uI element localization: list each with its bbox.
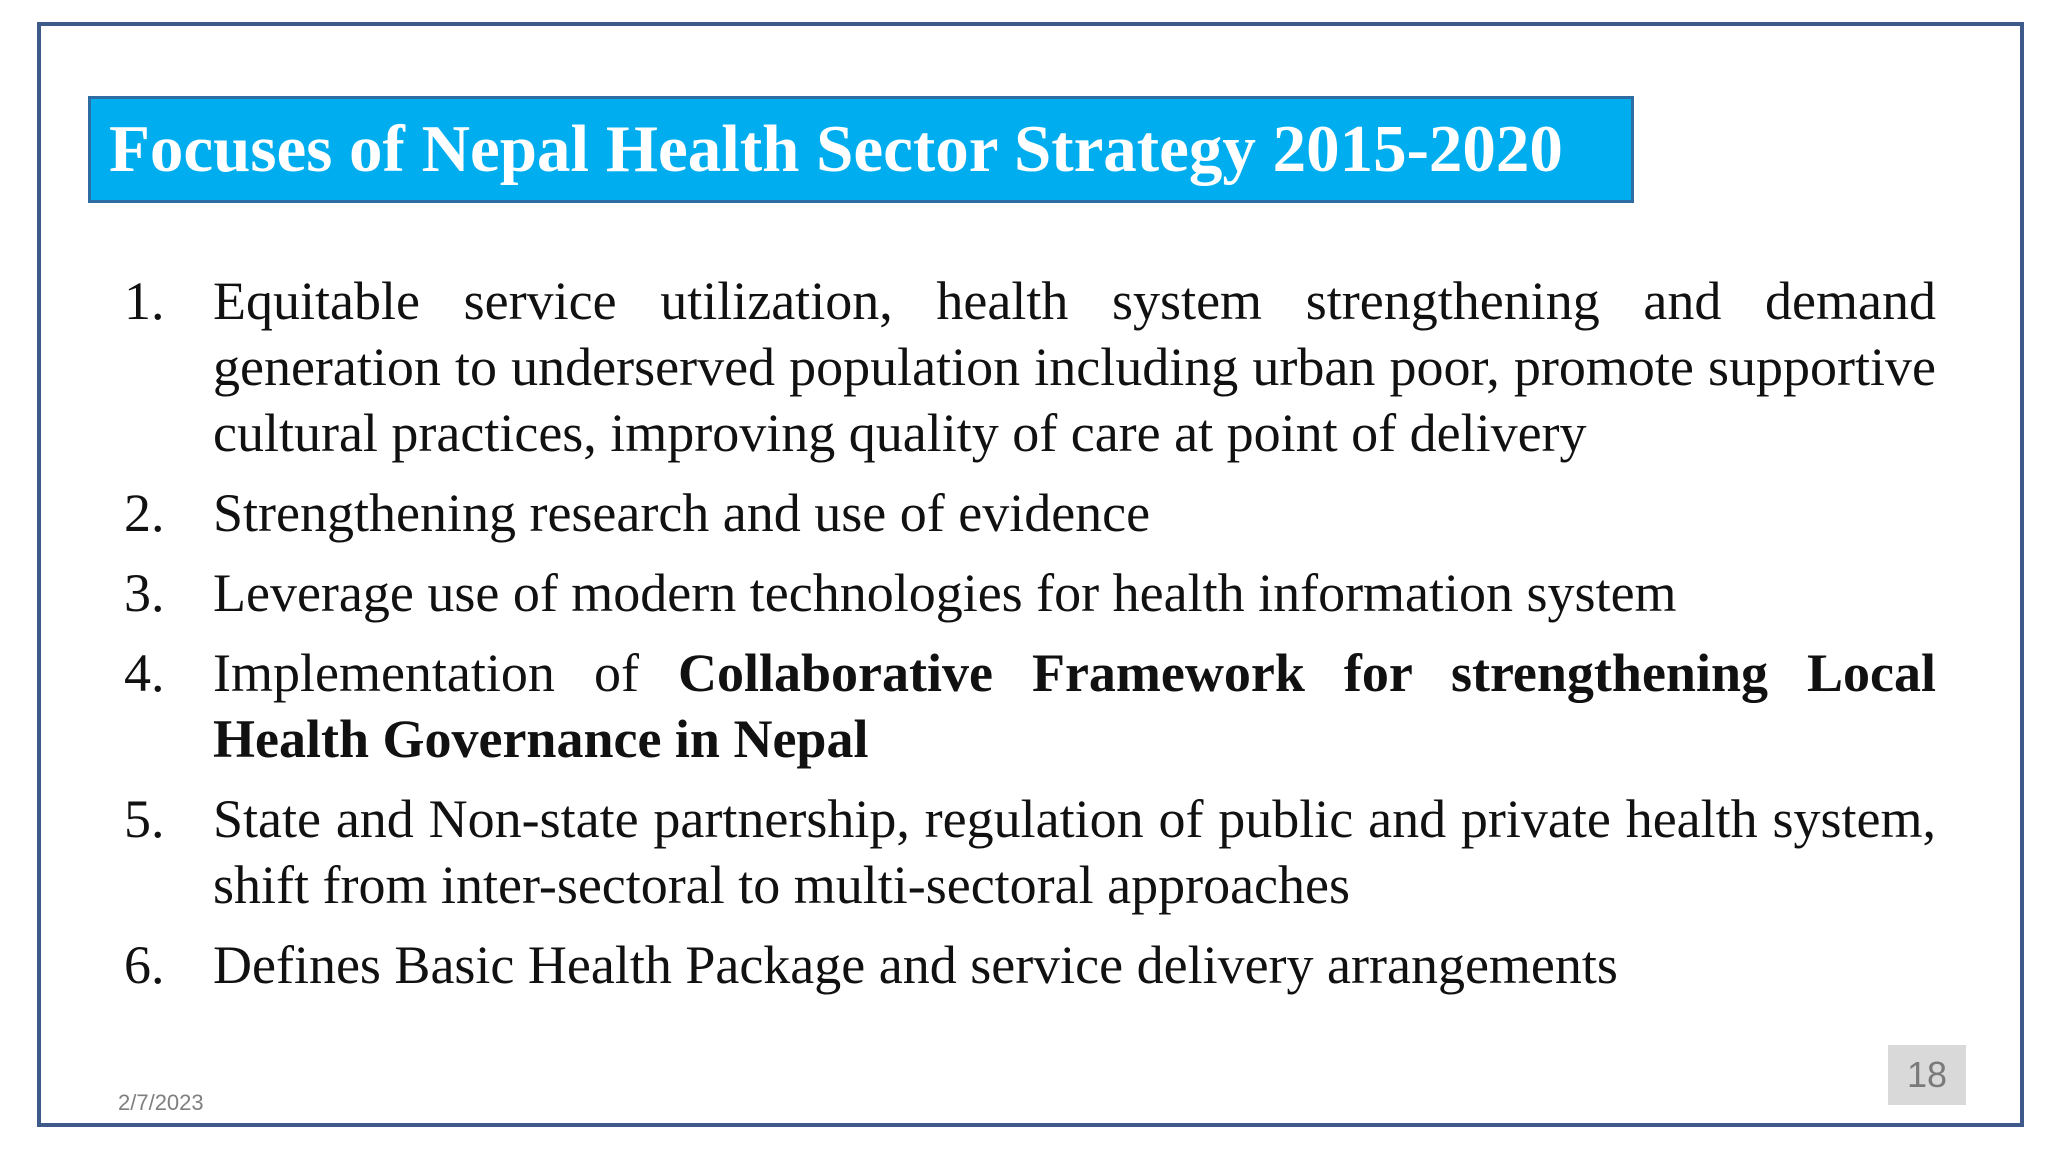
list-item-text	[213, 640, 1936, 772]
list-item-number: 6.	[124, 935, 165, 995]
list-item	[124, 640, 1936, 772]
list-item	[124, 560, 1936, 626]
focus-list	[124, 268, 1936, 1012]
page-number: 18	[1888, 1045, 1966, 1105]
slide-date: 2/7/2023	[118, 1090, 204, 1115]
list-item	[124, 268, 1936, 466]
list-item-number: 2.	[124, 483, 165, 543]
list-item	[124, 786, 1936, 918]
list-item	[124, 480, 1936, 546]
title-banner	[88, 96, 1634, 203]
slide-title: Focuses of Nepal Health Sector Strategy 2015-2020	[109, 112, 1563, 186]
list-item-text-bold: Collaborative Framework for strengthening Local Health Governance in Nepal	[213, 643, 1937, 769]
list-item-text: Strengthening research and use of evidence	[213, 483, 1151, 543]
list-item-number: 1.	[124, 271, 165, 331]
list-item-text: Defines Basic Health Package and service delivery arrangements	[213, 935, 1618, 995]
list-item	[124, 932, 1936, 998]
list-item-text: State and Non-state partnership, regulation of public and private health system, shift from inter-sectoral to multi-sectoral approaches	[213, 789, 1936, 915]
list-item-number: 4.	[124, 643, 165, 703]
list-item-text: Equitable service utilization, health system strengthening and demand generation to underserved population including urban poor, promote supportive cultural practices, improving quality of care at point of delivery	[213, 271, 1936, 463]
list-item-text-prefix: Implementation of	[213, 643, 678, 703]
list-item-number: 5.	[124, 789, 165, 849]
list-item-text: Leverage use of modern technologies for health information system	[213, 563, 1677, 623]
list-item-number: 3.	[124, 563, 165, 623]
